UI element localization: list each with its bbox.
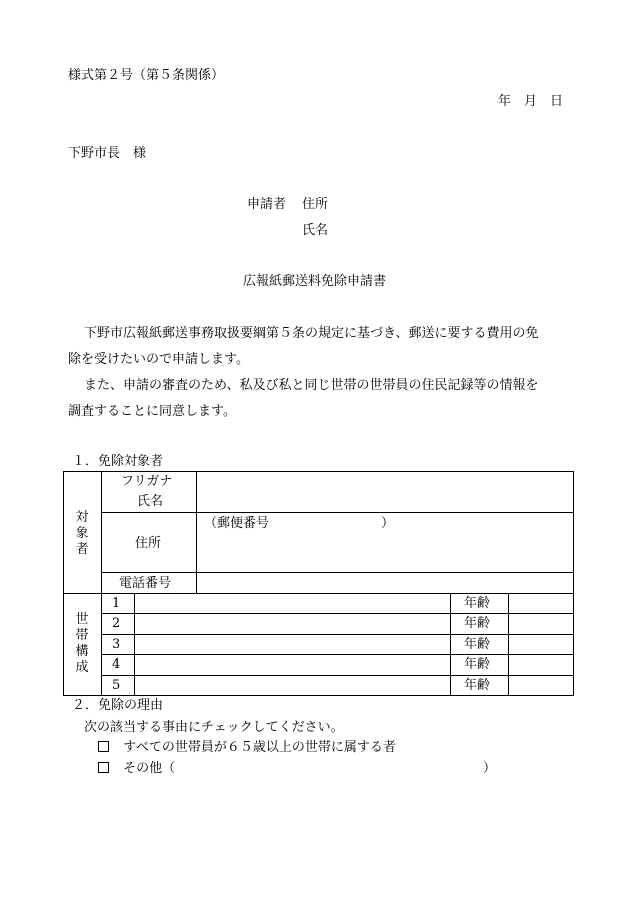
phone-label: 電話番号	[119, 576, 172, 591]
body-paragraph-1: 下野市広報紙郵送事務取扱要綱第５条の規定に基づき、郵送に要する費用の免	[84, 326, 539, 341]
date-field[interactable]: 年 月 日	[498, 94, 564, 109]
age-label: 年齢	[464, 596, 491, 611]
option-age-65-label: すべての世帯員が６５歳以上の世帯に属する者	[123, 740, 396, 755]
address-field[interactable]	[197, 513, 573, 572]
household-side-label: 世帯構成	[75, 612, 89, 675]
age-field[interactable]	[509, 614, 573, 634]
row-number: 1	[112, 596, 121, 611]
target-person-side-label: 対象者	[75, 510, 89, 557]
target-address-label: 住所	[135, 536, 162, 551]
other-reason-field[interactable]	[185, 759, 480, 777]
section2-instruction: 次の該当する事由にチェックしてください。	[84, 720, 344, 735]
member-name-field[interactable]	[135, 594, 450, 613]
age-field[interactable]	[509, 676, 573, 695]
row-number: 4	[112, 657, 121, 672]
target-name-label: 氏名	[137, 494, 164, 509]
age-field[interactable]	[509, 635, 573, 654]
option-age-65	[98, 740, 396, 756]
postal-code-close: ）	[381, 516, 395, 531]
age-field[interactable]	[509, 594, 573, 613]
furigana-label: フリガナ	[121, 474, 173, 489]
form-number: 様式第２号（第５条関係）	[68, 68, 225, 83]
age-label: 年齢	[464, 678, 491, 693]
age-label: 年齢	[464, 637, 491, 652]
option-other-label: その他（	[123, 761, 176, 776]
applicant-label: 申請者	[247, 197, 287, 212]
applicant-address-label: 住所	[302, 197, 329, 212]
applicant-name-label: 氏名	[302, 223, 329, 238]
member-name-field[interactable]	[135, 676, 450, 695]
postal-code-label: （郵便番号	[204, 516, 270, 531]
body-paragraph-1-cont: 除を受けたいので申請します。	[68, 352, 249, 367]
age-label: 年齢	[464, 657, 491, 672]
row-number: 5	[112, 678, 121, 693]
option-other	[98, 761, 175, 777]
phone-field[interactable]	[197, 573, 573, 593]
section2-heading: ２．免除の理由	[72, 698, 164, 713]
body-paragraph-2-cont: 調査することに同意します。	[68, 404, 236, 419]
member-name-field[interactable]	[135, 614, 450, 634]
option-other-close: ）	[483, 761, 497, 776]
member-name-field[interactable]	[135, 655, 450, 675]
age-label: 年齢	[464, 616, 491, 631]
checkbox-other[interactable]	[98, 762, 109, 773]
document-title: 広報紙郵送料免除申請書	[243, 274, 387, 289]
section1-heading: １．免除対象者	[72, 454, 164, 469]
member-name-field[interactable]	[135, 635, 450, 654]
row-number: 2	[112, 616, 121, 631]
checkbox-age-65[interactable]	[98, 741, 109, 752]
row-number: 3	[112, 637, 121, 652]
furigana-name-field[interactable]	[197, 472, 573, 512]
addressee: 下野市長 様	[68, 146, 147, 161]
age-field[interactable]	[509, 655, 573, 675]
body-paragraph-2: また、申請の審査のため、私及び私と同じ世帯の世帯員の住民記録等の情報を	[84, 378, 539, 393]
